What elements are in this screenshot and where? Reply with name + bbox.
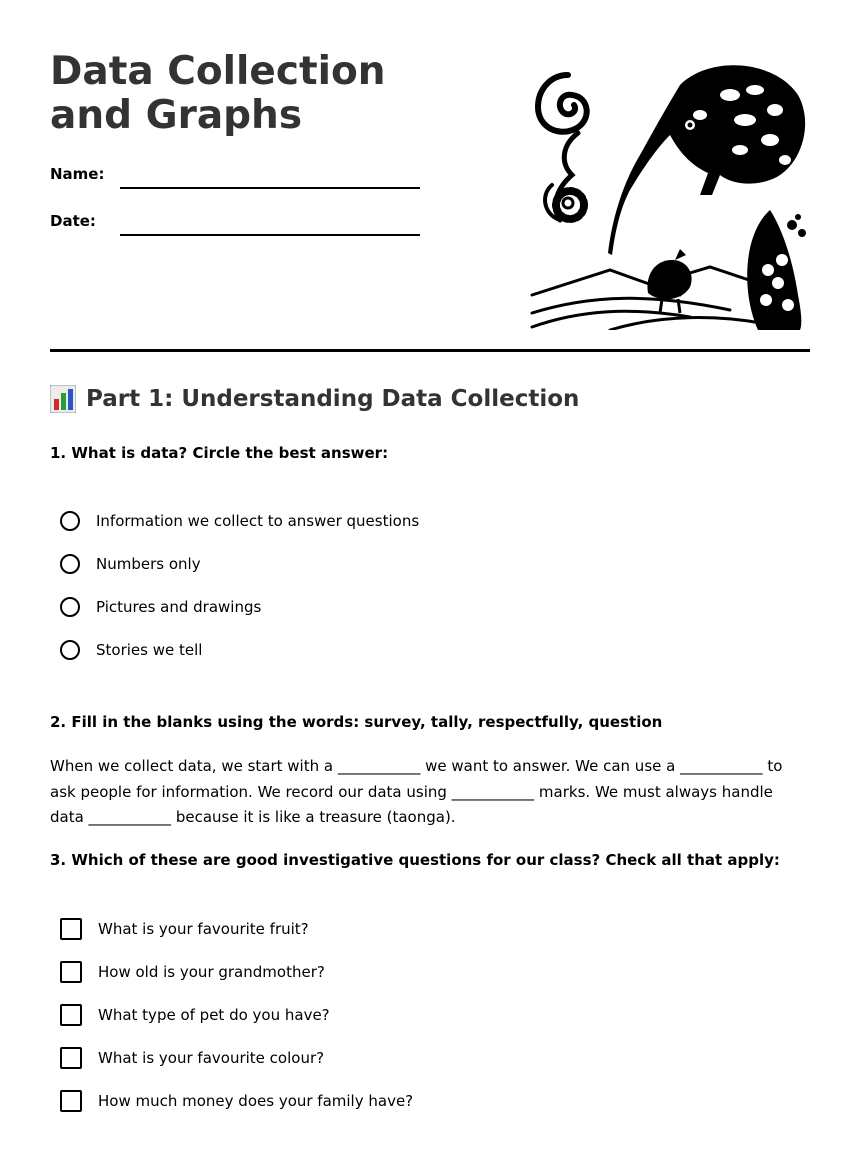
bar-chart-icon [50,385,76,413]
checkbox-icon[interactable] [60,1047,82,1069]
option-label: What is your favourite colour? [98,1049,325,1067]
radio-circle-icon[interactable] [60,554,80,574]
header-divider [50,349,810,352]
name-field[interactable] [120,187,420,189]
checkbox-icon[interactable] [60,1090,82,1112]
fill-in-blanks-text: When we collect data, we start with a ___________ we want to answer. We can use a ___________ to ask people for information. We record our data using ___________ marks. We must always handle data ___________ because it is like a treasure (taonga). [50,757,783,826]
radio-circle-icon[interactable] [60,640,80,660]
part1-heading [50,385,579,413]
worksheet-header [50,50,810,335]
option-label: What is your favourite fruit? [98,920,309,938]
q3-option-1[interactable] [60,918,309,940]
checkbox-icon[interactable] [60,918,82,940]
q3-option-4[interactable] [60,1047,324,1069]
question-1-prompt: 1. What is data? Circle the best answer: [50,444,389,462]
question-2-prompt: 2. Fill in the blanks using the words: survey, tally, respectfully, question [50,713,663,731]
page-title: Data Collection and Graphs [50,49,386,138]
q1-option-4[interactable] [60,640,202,660]
q1-option-1[interactable] [60,511,419,531]
date-label: Date: [50,212,96,230]
q3-option-5[interactable] [60,1090,413,1112]
checkbox-icon[interactable] [60,961,82,983]
question-3-prompt: 3. Which of these are good investigative questions for our class? Check all that apply: [50,851,780,869]
radio-circle-icon[interactable] [60,511,80,531]
option-label: What type of pet do you have? [98,1006,330,1024]
option-label: How much money does your family have? [98,1092,414,1110]
date-field[interactable] [120,234,420,236]
q1-option-3[interactable] [60,597,261,617]
option-label: Pictures and drawings [96,598,262,616]
option-label: Numbers only [96,555,201,573]
q3-option-3[interactable] [60,1004,330,1026]
q3-option-2[interactable] [60,961,325,983]
part1-heading-text: Part 1: Understanding Data Collection [86,386,580,412]
kiwi-bird-illustration [530,55,810,330]
option-label: Stories we tell [96,641,203,659]
option-label: How old is your grandmother? [98,963,325,981]
q1-option-2[interactable] [60,554,201,574]
name-label: Name: [50,165,105,183]
radio-circle-icon[interactable] [60,597,80,617]
checkbox-icon[interactable] [60,1004,82,1026]
option-label: Information we collect to answer questions [96,512,420,530]
